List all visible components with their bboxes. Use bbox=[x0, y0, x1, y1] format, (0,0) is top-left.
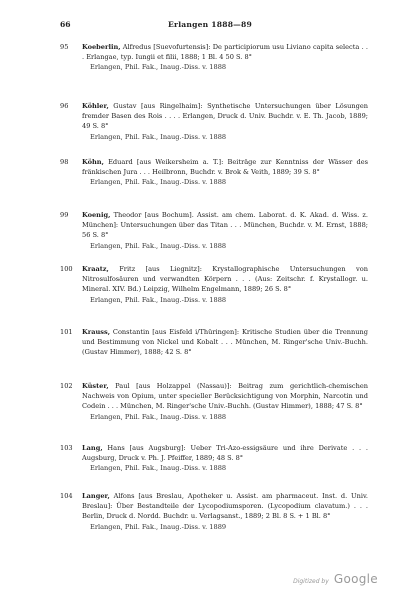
digitized-by-watermark bbox=[293, 568, 378, 587]
bibliography-entry bbox=[60, 443, 368, 474]
entry-text bbox=[82, 381, 368, 412]
entry-number: 102 bbox=[60, 382, 73, 390]
dissertation-note: Erlangen, Phil. Fak., Inaug.-Diss. v. 1888 bbox=[90, 132, 227, 141]
author-name: Lang, bbox=[82, 444, 103, 452]
entry-text bbox=[82, 327, 368, 358]
entry-text bbox=[82, 157, 368, 177]
entry-description: Theodor [aus Bochum]. Assist. am chem. Laborat. d. K. Akad. d. Wiss. z. München]: Untersuchungen über das Titan . . . München, Buchdr. v. M. Ernst, 1888; 56 S. 8° bbox=[82, 211, 368, 240]
entry-number: 100 bbox=[60, 265, 73, 273]
entry-number: 98 bbox=[60, 158, 69, 166]
entry-text bbox=[82, 443, 368, 463]
dissertation-note: Erlangen, Phil. Fak., Inaug.-Diss. v. 1888 bbox=[90, 63, 227, 72]
entry-text bbox=[82, 210, 368, 241]
bibliography-entry bbox=[60, 264, 368, 305]
entry-text bbox=[82, 42, 368, 62]
author-name: Küster, bbox=[82, 382, 109, 390]
author-name: Kraatz, bbox=[82, 265, 109, 273]
dissertation-note: Erlangen, Phil. Fak., Inaug.-Diss. v. 1888 bbox=[90, 241, 227, 250]
entry-description: Gustav [aus Ringelhaim]: Synthetische Untersuchungen über Lösungen fremder Basen des Rois . . . . Erlangen, Druck d. Univ. Buchdr. v. E. Th. Jacob, 1889; 49 S. 8° bbox=[82, 102, 368, 131]
entry-description: Alfredus [Suevofurtensis]: De participiorum usu Liviano capita selecta . . . Erlangae, typ. Iungii et filii, 1888; 1 Bl. 4 50 S. 8° bbox=[82, 43, 368, 62]
watermark-logo: Google bbox=[333, 572, 378, 586]
watermark-prefix: Digitized by bbox=[293, 578, 329, 585]
entry-text bbox=[82, 491, 368, 522]
dissertation-note: Erlangen, Phil. Fak., Inaug.-Diss. v. 1888 bbox=[90, 295, 227, 304]
dissertation-note: Erlangen, Phil. Fak., Inaug.-Diss. v. 1888 bbox=[90, 464, 227, 473]
entry-description: Fritz [aus Liegnitz]: Krystallographische Untersuchungen von Nitrosulfosäuren und verwandten Körpern . . . (Aus: Zeitschr. f. Krystallogr. u. Mineral. XIV. Bd.) Leipzig, Wilhelm Engelmann, 1889; 26 S. 8° bbox=[82, 265, 368, 294]
entry-text bbox=[82, 101, 368, 132]
entry-number: 99 bbox=[60, 211, 69, 219]
dissertation-note: Erlangen, Phil. Fak., Inaug.-Diss. v. 1888 bbox=[90, 178, 227, 187]
entry-number: 104 bbox=[60, 492, 73, 500]
bibliography-entry bbox=[60, 42, 368, 73]
bibliography-entry bbox=[60, 327, 368, 358]
bibliography-entry bbox=[60, 381, 368, 422]
bibliography-entry bbox=[60, 491, 368, 532]
bibliography-entry bbox=[60, 157, 368, 188]
entry-number: 101 bbox=[60, 328, 73, 336]
dissertation-note: Erlangen, Phil. Fak., Inaug.-Diss. v. 1889 bbox=[90, 522, 227, 531]
running-title: Erlangen 1888—89 bbox=[168, 20, 252, 29]
entry-description: Hans [aus Augsburg]: Ueber Tri-Azo-essigsäure und ihre Derivate . . . Augsburg, Druck v. Ph. J. Pfeiffer, 1889; 48 S. 8° bbox=[82, 444, 368, 463]
author-name: Krauss, bbox=[82, 328, 110, 336]
entry-description: Eduard [aus Weikersheim a. T.]: Beiträge zur Kenntniss der Wässer des fränkischen Jura . . . Heilbronn, Buchdr. v. Brok & Veith, 1889; 39 S. 8° bbox=[82, 158, 368, 177]
bibliography-entry bbox=[60, 101, 368, 142]
dissertation-note: Erlangen, Phil. Fak., Inaug.-Diss. v. 1888 bbox=[90, 412, 227, 421]
page-number: 66 bbox=[60, 20, 71, 29]
entry-description: Alfons [aus Breslau, Apotheker u. Assist. am pharmaceut. Inst. d. Univ. Breslau]: Über Bestandteile der Lycopodiumsporen. (Lycopodium clavatum.) . . . Berlin, Druck d. Nordd. Buchdr. u. Verlagsanst., 1889; 2 Bl. 8 S. + 1 Bl. 8° bbox=[82, 492, 368, 521]
author-name: Köhn, bbox=[82, 158, 104, 166]
author-name: Langer, bbox=[82, 492, 110, 500]
entry-number: 96 bbox=[60, 102, 69, 110]
entry-number: 95 bbox=[60, 43, 69, 51]
bibliography-entry bbox=[60, 210, 368, 251]
entry-number: 103 bbox=[60, 444, 73, 452]
entry-text bbox=[82, 264, 368, 295]
author-name: Köhler, bbox=[82, 102, 109, 110]
entry-description: Paul [aus Holzappel (Nassau)]: Beitrag zum gerichtlich-chemischen Nachweis von Opium, unter specieller Berücksichtigung von Morphin, Narcotin und Codein . . . München, M. Ringer'sche Univ.-Buchh. (Gustav Himmer), 1888; 47 S. 8° bbox=[82, 382, 368, 411]
author-name: Koenig, bbox=[82, 211, 111, 219]
entry-description: Constantin [aus Eisfeld i/Thüringen]: Kritische Studien über die Trennung und Bestimmung von Nickel und Kobalt . . . München, M. Ringer'sche Univ.-Buchh. (Gustav Himmer), 1888; 42 S. 8° bbox=[82, 328, 368, 357]
author-name: Koeberlin, bbox=[82, 43, 121, 51]
page-header bbox=[60, 20, 360, 32]
